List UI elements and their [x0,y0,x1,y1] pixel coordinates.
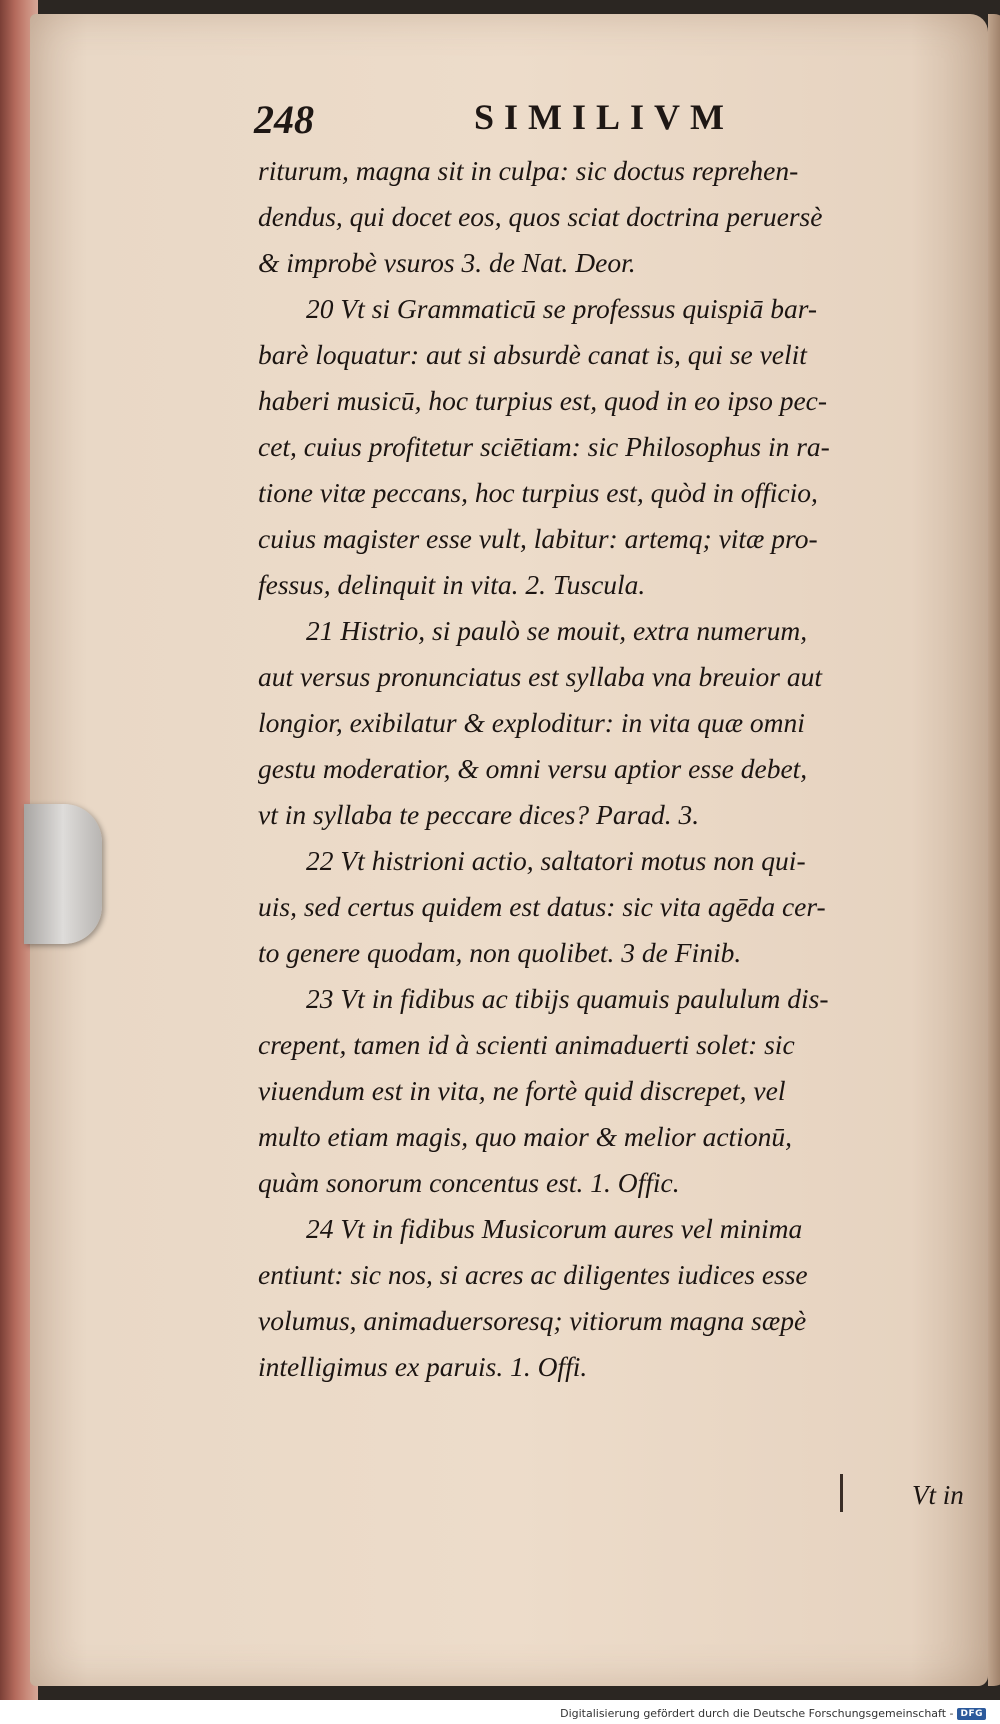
dfg-logo: DFG [957,1708,986,1720]
text-line: & improbè vsuros 3. de Nat. Deor. [258,247,636,278]
text-line: uis, sed certus quidem est datus: sic vita agēda cer- [258,891,826,922]
text-line: to genere quodam, non quolibet. 3 de Finib. [258,937,742,968]
text-line: gestu moderatior, & omni versu aptior esse debet, [258,753,808,784]
text-line: riturum, magna sit in culpa: sic doctus reprehen- [258,155,799,186]
page-number: 248 [254,97,314,142]
text-line: viuendum est in vita, ne fortè quid discrepet, vel [258,1075,786,1106]
paragraph-start-20: 20 Vt si Grammaticū se professus quispiā bar- [306,293,818,324]
paragraph-start-22: 22 Vt histrioni actio, saltatori motus non qui- [306,845,806,876]
text-line: vt in syllaba te peccare dices? Parad. 3. [258,799,700,830]
text-line: crepent, tamen id à scienti animaduerti solet: sic [258,1029,795,1060]
text-line: volumus, animaduersoresq; vitiorum magna sæpè [258,1305,807,1336]
text-line: intelligimus ex paruis. 1. Offi. [258,1351,588,1382]
text-line: entiunt: sic nos, si acres ac diligentes iudices esse [258,1259,808,1290]
page-header [254,96,814,146]
text-line: multo etiam magis, quo maior & melior actionū, [258,1121,792,1152]
digitization-credit [560,1707,986,1720]
text-line: fessus, delinquit in vita. 2. Tuscula. [258,569,646,600]
page-edge [988,14,1000,1686]
paragraph-start-21: 21 Histrio, si paulò se mouit, extra numerum, [306,615,808,646]
text-line: cet, cuius profitetur sciētiam: sic Philosophus in ra- [258,431,830,462]
text-line: dendus, qui docet eos, quos sciat doctrina peruersè [258,201,823,232]
text-line: tione vitæ peccans, hoc turpius est, quòd in officio, [258,477,818,508]
ink-mark [840,1474,843,1512]
text-line: barè loquatur: aut si absurdè canat is, qui se velit [258,339,807,370]
catchword: Vt in [912,1480,964,1510]
page-clip [24,804,102,944]
text-line: quàm sonorum concentus est. 1. Offic. [258,1167,680,1198]
text-line: longior, exibilatur & exploditur: in vita quæ omni [258,707,805,738]
text-line: aut versus pronunciatus est syllaba vna breuior aut [258,661,822,692]
text-line: cuius magister esse vult, labitur: artemq; vitæ pro- [258,523,818,554]
running-title: SIMILIVM [474,97,735,137]
credit-text: Digitalisierung gefördert durch die Deutsche Forschungsgemeinschaft - [560,1707,954,1720]
paragraph-start-24: 24 Vt in fidibus Musicorum aures vel minima [306,1213,803,1244]
body-text [258,148,958,1390]
text-line: haberi musicū, hoc turpius est, quod in eo ipso pec- [258,385,828,416]
paragraph-start-23: 23 Vt in fidibus ac tibijs quamuis paululum dis- [306,983,829,1014]
